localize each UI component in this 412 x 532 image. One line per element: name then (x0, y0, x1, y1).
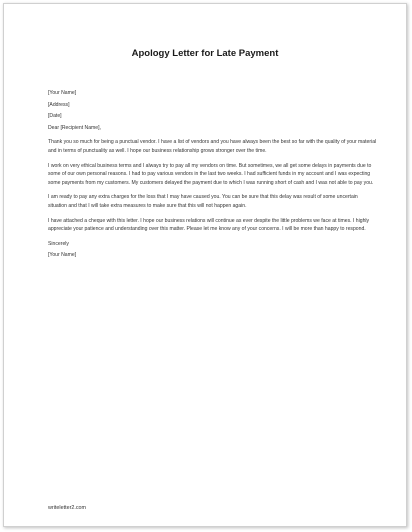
sender-address: [Address] (48, 101, 70, 108)
paragraph: I am ready to pay any extra charges for the loss that I may have caused you. You can be sure that this delay was result of some uncertain situation and that I will take extra measures to make sure that this will not happen again. (48, 194, 358, 209)
signature-name: [Your Name] (48, 252, 77, 259)
paragraph: I have attached a cheque with this letter. I hope our business relations will continue as ever despite the little problems we face at times. I highly appreciate your patience and understanding over this matter. Please let me know any of your concerns. I will be more than happy to respond. (48, 217, 370, 233)
closing: Sincerely (48, 240, 69, 247)
letter-date: [Date] (48, 113, 62, 120)
footer-site: writeletter2.com (48, 505, 87, 511)
letter-page (3, 3, 407, 527)
salutation: Dear [Recipient Name], (48, 124, 101, 131)
paragraph: I work on very ethical business terms and I always try to pay all my vendors on time. But sometimes, we all get some delays in payments due to some of our own personal reasons. I had to pay various vendors in the last two weeks. I had sufficient funds in my account and I was expecting some payments from my customers. My customers delayed the payment due to which I was running short of cash and I was not able to pay you. (48, 162, 374, 186)
letter-body (48, 89, 378, 266)
letter-title: Apology Letter for Late Payment (131, 48, 279, 59)
sender-name: [Your Name] (48, 90, 77, 96)
paragraph: Thank you so much for being a punctual vendor. I have a list of vendors and you have always been the best so far with the quality of your material and in terms of punctuality as well. I hope our business relationship grows stronger over the time. (48, 139, 377, 154)
